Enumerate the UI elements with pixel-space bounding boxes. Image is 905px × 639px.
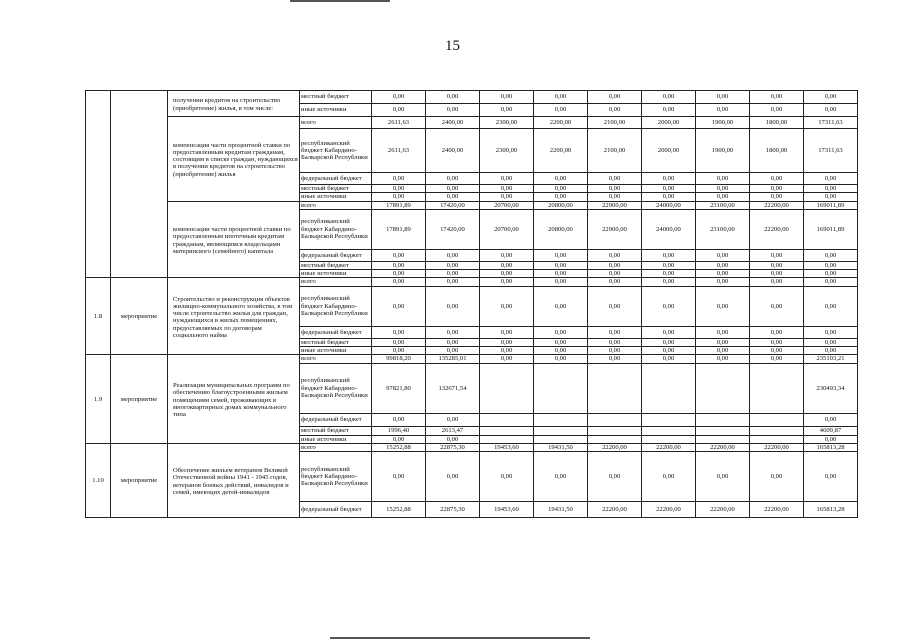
amount-cell: 0,00 [696, 278, 750, 286]
amount-cell: 23100,00 [696, 209, 750, 249]
amount-cell [642, 435, 696, 443]
table-row [86, 91, 858, 104]
amount-cell: 20800,00 [534, 201, 588, 209]
amount-cell: 0,00 [642, 278, 696, 286]
amount-cell: 0,00 [588, 355, 642, 363]
amount-cell: 0,00 [696, 104, 750, 117]
funding-source-cell: федеральный бюджет [300, 173, 372, 185]
amount-cell: 0,00 [588, 91, 642, 104]
amount-cell: 0,00 [534, 278, 588, 286]
funding-source-cell: республиканский бюджет Кабардино-Балкарской Республики [300, 286, 372, 326]
amount-cell: 0,00 [426, 249, 480, 261]
amount-cell: 0,00 [750, 347, 804, 355]
amount-cell: 0,00 [642, 270, 696, 278]
amount-cell: 0,00 [426, 452, 480, 502]
funding-source-cell: иные источники [300, 270, 372, 278]
funding-source-cell: местный бюджет [300, 185, 372, 193]
amount-cell [750, 426, 804, 435]
amount-cell: 0,00 [642, 338, 696, 346]
amount-cell: 0,00 [426, 278, 480, 286]
funding-source-cell: республиканский бюджет Кабардино-Балкарской Республики [300, 452, 372, 502]
amount-cell: 0,00 [696, 91, 750, 104]
amount-cell [642, 413, 696, 426]
amount-cell: 0,00 [534, 270, 588, 278]
amount-cell: 1800,00 [750, 117, 804, 129]
amount-cell: 2300,00 [480, 129, 534, 173]
amount-cell [696, 426, 750, 435]
budget-table [85, 90, 858, 518]
amount-cell: 22900,00 [588, 201, 642, 209]
amount-cell: 22200,00 [750, 443, 804, 451]
amount-cell: 22875,30 [426, 502, 480, 518]
amount-cell: 0,00 [642, 104, 696, 117]
table-row [86, 201, 858, 209]
amount-cell: 0,00 [480, 261, 534, 269]
funding-source-cell: местный бюджет [300, 91, 372, 104]
amount-cell: 0,00 [696, 249, 750, 261]
amount-cell: 0,00 [426, 326, 480, 338]
amount-cell: 0,00 [372, 347, 426, 355]
amount-cell: 22200,00 [642, 502, 696, 518]
description-cell: Реализация муниципальных программ по обеспечению благоустроенными жильем помещениям семей, проживающих в многоквартирных домах коммунального типа [168, 355, 300, 444]
amount-cell: 2400,00 [426, 117, 480, 129]
amount-cell [480, 363, 534, 413]
amount-cell: 0,00 [642, 249, 696, 261]
amount-cell: 0,00 [588, 193, 642, 201]
amount-cell: 0,00 [804, 326, 858, 338]
amount-cell: 0,00 [588, 452, 642, 502]
amount-cell: 0,00 [372, 326, 426, 338]
row-number-cell: 1.8 [86, 278, 111, 355]
amount-cell: 0,00 [426, 173, 480, 185]
amount-cell: 0,00 [696, 261, 750, 269]
amount-cell: 0,00 [804, 286, 858, 326]
amount-cell: 0,00 [480, 185, 534, 193]
amount-cell [534, 435, 588, 443]
funding-source-cell: федеральный бюджет [300, 249, 372, 261]
amount-cell: 0,00 [426, 347, 480, 355]
amount-cell: 1900,00 [696, 117, 750, 129]
amount-cell: 169011,89 [804, 209, 858, 249]
funding-source-cell: местный бюджет [300, 426, 372, 435]
amount-cell: 0,00 [588, 286, 642, 326]
amount-cell: 0,00 [696, 338, 750, 346]
amount-cell: 15252,88 [372, 443, 426, 451]
amount-cell: 99818,20 [372, 355, 426, 363]
funding-source-cell: иные источники [300, 347, 372, 355]
amount-cell: 4609,87 [804, 426, 858, 435]
amount-cell: 0,00 [480, 104, 534, 117]
amount-cell: 0,00 [372, 249, 426, 261]
amount-cell: 15252,88 [372, 502, 426, 518]
amount-cell: 0,00 [750, 326, 804, 338]
amount-cell: 22200,00 [588, 502, 642, 518]
amount-cell: 17311,63 [804, 117, 858, 129]
amount-cell: 0,00 [588, 261, 642, 269]
amount-cell [588, 363, 642, 413]
description-cell: компенсация части процентной ставки по предоставленным кредитам гражданам, состоящим в списке граждан, нуждающихся в получении кредитов на строительство (приобретение) жилья [168, 117, 300, 202]
amount-cell [642, 426, 696, 435]
amount-cell: 0,00 [480, 338, 534, 346]
amount-cell: 22200,00 [750, 209, 804, 249]
amount-cell: 0,00 [696, 173, 750, 185]
table-row [86, 117, 858, 129]
amount-cell: 22200,00 [750, 502, 804, 518]
amount-cell: 0,00 [642, 261, 696, 269]
amount-cell: 0,00 [372, 413, 426, 426]
amount-cell: 0,00 [372, 452, 426, 502]
amount-cell: 0,00 [372, 278, 426, 286]
amount-cell [750, 363, 804, 413]
row-type-cell: мероприятие [111, 355, 168, 444]
amount-cell: 0,00 [426, 193, 480, 201]
amount-cell: 0,00 [750, 278, 804, 286]
row-type-cell [111, 91, 168, 278]
amount-cell [588, 413, 642, 426]
amount-cell: 1900,00 [696, 129, 750, 173]
amount-cell: 0,00 [372, 261, 426, 269]
funding-source-cell: республиканский бюджет Кабардино-Балкарской Республики [300, 129, 372, 173]
row-number-cell: 1.9 [86, 355, 111, 444]
amount-cell: 132671,54 [426, 363, 480, 413]
amount-cell: 0,00 [642, 286, 696, 326]
amount-cell: 0,00 [480, 326, 534, 338]
amount-cell: 0,00 [804, 173, 858, 185]
funding-source-cell: местный бюджет [300, 261, 372, 269]
amount-cell [696, 413, 750, 426]
amount-cell: 19453,60 [480, 443, 534, 451]
amount-cell: 0,00 [588, 104, 642, 117]
amount-cell: 2000,00 [642, 129, 696, 173]
amount-cell: 2100,00 [588, 117, 642, 129]
amount-cell: 0,00 [750, 452, 804, 502]
amount-cell: 22875,30 [426, 443, 480, 451]
amount-cell: 0,00 [426, 91, 480, 104]
amount-cell: 0,00 [534, 261, 588, 269]
funding-source-cell: республиканский бюджет Кабардино-Балкарской Республики [300, 363, 372, 413]
amount-cell: 19453,60 [480, 502, 534, 518]
amount-cell: 22200,00 [750, 201, 804, 209]
amount-cell: 0,00 [804, 104, 858, 117]
scan-artifact-top [290, 0, 390, 2]
amount-cell: 0,00 [372, 193, 426, 201]
amount-cell: 0,00 [696, 286, 750, 326]
amount-cell: 0,00 [534, 193, 588, 201]
amount-cell: 0,00 [750, 249, 804, 261]
amount-cell: 20800,00 [534, 209, 588, 249]
funding-source-cell: республиканский бюджет Кабардино-Балкарской Республики [300, 209, 372, 249]
amount-cell: 0,00 [480, 270, 534, 278]
amount-cell: 0,00 [372, 185, 426, 193]
table-row [86, 355, 858, 363]
amount-cell: 22200,00 [696, 502, 750, 518]
amount-cell: 0,00 [534, 249, 588, 261]
amount-cell: 0,00 [372, 104, 426, 117]
amount-cell [480, 413, 534, 426]
amount-cell: 0,00 [750, 185, 804, 193]
amount-cell: 0,00 [480, 249, 534, 261]
description-cell: получении кредитов на строительство (приобретение) жилья, в том числе: [168, 91, 300, 117]
amount-cell: 0,00 [480, 355, 534, 363]
amount-cell: 0,00 [642, 193, 696, 201]
amount-cell: 0,00 [750, 355, 804, 363]
table-row [86, 278, 858, 286]
amount-cell: 0,00 [426, 286, 480, 326]
table-row [86, 443, 858, 451]
amount-cell: 2611,63 [372, 129, 426, 173]
amount-cell [534, 413, 588, 426]
amount-cell: 0,00 [750, 193, 804, 201]
amount-cell: 0,00 [534, 347, 588, 355]
amount-cell: 0,00 [480, 193, 534, 201]
amount-cell: 0,00 [372, 270, 426, 278]
amount-cell: 0,00 [534, 326, 588, 338]
amount-cell: 2611,63 [372, 117, 426, 129]
amount-cell: 0,00 [372, 91, 426, 104]
amount-cell: 0,00 [642, 355, 696, 363]
amount-cell: 19431,50 [534, 502, 588, 518]
funding-source-cell: федеральный бюджет [300, 502, 372, 518]
amount-cell: 17420,00 [426, 201, 480, 209]
amount-cell: 0,00 [696, 270, 750, 278]
amount-cell [750, 413, 804, 426]
amount-cell: 0,00 [588, 278, 642, 286]
amount-cell: 19431,50 [534, 443, 588, 451]
amount-cell: 23100,00 [696, 201, 750, 209]
amount-cell: 17311,63 [804, 129, 858, 173]
amount-cell: 0,00 [804, 452, 858, 502]
amount-cell: 0,00 [534, 91, 588, 104]
amount-cell: 17891,89 [372, 209, 426, 249]
amount-cell: 0,00 [804, 278, 858, 286]
amount-cell [750, 435, 804, 443]
amount-cell: 0,00 [426, 338, 480, 346]
amount-cell [696, 435, 750, 443]
amount-cell: 0,00 [696, 347, 750, 355]
amount-cell: 0,00 [480, 173, 534, 185]
amount-cell [696, 363, 750, 413]
description-cell: Строительство и реконструкция объектов жилищно-коммунального хозяйства, в том числе строительство жилья для граждан, нуждающихся в жилых помещениях, предоставляемых по договорам социального найма [168, 278, 300, 355]
amount-cell: 0,00 [426, 270, 480, 278]
amount-cell: 17891,89 [372, 201, 426, 209]
funding-source-cell: всего [300, 278, 372, 286]
amount-cell: 22200,00 [588, 443, 642, 451]
amount-cell: 2200,00 [534, 117, 588, 129]
amount-cell: 0,00 [642, 185, 696, 193]
amount-cell: 20700,00 [480, 201, 534, 209]
amount-cell [480, 435, 534, 443]
funding-source-cell: всего [300, 201, 372, 209]
amount-cell [588, 435, 642, 443]
amount-cell: 0,00 [750, 173, 804, 185]
amount-cell: 0,00 [750, 104, 804, 117]
amount-cell [534, 363, 588, 413]
amount-cell: 165813,28 [804, 502, 858, 518]
funding-source-cell: иные источники [300, 193, 372, 201]
page-number: 15 [445, 38, 460, 54]
amount-cell: 97821,80 [372, 363, 426, 413]
amount-cell: 0,00 [804, 435, 858, 443]
amount-cell: 0,00 [480, 452, 534, 502]
amount-cell: 0,00 [750, 338, 804, 346]
funding-source-cell: иные источники [300, 104, 372, 117]
amount-cell: 0,00 [804, 338, 858, 346]
amount-cell: 169011,89 [804, 201, 858, 209]
amount-cell: 0,00 [642, 91, 696, 104]
row-number-cell [86, 91, 111, 278]
amount-cell: 24000,00 [642, 201, 696, 209]
amount-cell: 0,00 [534, 286, 588, 326]
row-type-cell: мероприятие [111, 443, 168, 517]
amount-cell: 0,00 [426, 104, 480, 117]
amount-cell: 22900,00 [588, 209, 642, 249]
funding-source-cell: всего [300, 117, 372, 129]
amount-cell: 235103,21 [804, 355, 858, 363]
amount-cell: 0,00 [480, 347, 534, 355]
amount-cell: 1800,00 [750, 129, 804, 173]
amount-cell: 135285,01 [426, 355, 480, 363]
amount-cell: 0,00 [750, 270, 804, 278]
amount-cell [534, 426, 588, 435]
amount-cell: 22200,00 [642, 443, 696, 451]
amount-cell: 2613,47 [426, 426, 480, 435]
amount-cell: 0,00 [588, 338, 642, 346]
funding-source-cell: местный бюджет [300, 338, 372, 346]
amount-cell: 0,00 [426, 261, 480, 269]
amount-cell: 2200,00 [534, 129, 588, 173]
amount-cell: 0,00 [426, 413, 480, 426]
amount-cell: 0,00 [534, 173, 588, 185]
amount-cell: 165813,28 [804, 443, 858, 451]
amount-cell: 0,00 [588, 270, 642, 278]
amount-cell: 24000,00 [642, 209, 696, 249]
amount-cell: 0,00 [804, 261, 858, 269]
amount-cell: 0,00 [804, 91, 858, 104]
amount-cell: 0,00 [588, 173, 642, 185]
funding-source-cell: федеральный бюджет [300, 413, 372, 426]
amount-cell: 0,00 [804, 193, 858, 201]
amount-cell: 0,00 [534, 355, 588, 363]
description-cell: Обеспечение жильем ветеранов Великой Отечественной войны 1941 - 1945 годов, ветеранов боевых действий, инвалидов и семей, имеющих детей-инвалидов [168, 443, 300, 517]
amount-cell: 0,00 [534, 104, 588, 117]
amount-cell: 0,00 [426, 185, 480, 193]
amount-cell: 0,00 [804, 185, 858, 193]
amount-cell: 1996,40 [372, 426, 426, 435]
amount-cell: 0,00 [480, 278, 534, 286]
amount-cell: 0,00 [696, 185, 750, 193]
amount-cell: 0,00 [480, 286, 534, 326]
amount-cell: 0,00 [642, 347, 696, 355]
amount-cell: 0,00 [426, 435, 480, 443]
funding-source-cell: всего [300, 355, 372, 363]
description-cell: компенсации части процентной ставки по предоставленным ипотечным кредитам гражданам, являющимся владельцами материнского (семейного) капитала [168, 201, 300, 278]
amount-cell [588, 426, 642, 435]
amount-cell: 0,00 [750, 91, 804, 104]
amount-cell: 0,00 [642, 326, 696, 338]
amount-cell: 230493,34 [804, 363, 858, 413]
amount-cell: 0,00 [588, 249, 642, 261]
amount-cell: 2000,00 [642, 117, 696, 129]
amount-cell: 17420,00 [426, 209, 480, 249]
amount-cell: 0,00 [534, 338, 588, 346]
row-number-cell: 1.10 [86, 443, 111, 517]
funding-source-cell: федеральный бюджет [300, 326, 372, 338]
amount-cell: 0,00 [534, 185, 588, 193]
amount-cell: 0,00 [372, 338, 426, 346]
amount-cell: 0,00 [588, 326, 642, 338]
amount-cell: 0,00 [372, 173, 426, 185]
amount-cell: 0,00 [696, 452, 750, 502]
amount-cell: 0,00 [696, 355, 750, 363]
amount-cell: 0,00 [804, 347, 858, 355]
amount-cell: 0,00 [696, 326, 750, 338]
funding-source-cell: иные источники [300, 435, 372, 443]
row-type-cell: мероприятие [111, 278, 168, 355]
amount-cell: 0,00 [588, 347, 642, 355]
amount-cell: 2100,00 [588, 129, 642, 173]
amount-cell: 0,00 [804, 249, 858, 261]
amount-cell [642, 363, 696, 413]
amount-cell: 0,00 [642, 452, 696, 502]
amount-cell: 0,00 [750, 261, 804, 269]
amount-cell: 0,00 [372, 286, 426, 326]
amount-cell: 22200,00 [696, 443, 750, 451]
amount-cell: 0,00 [804, 270, 858, 278]
amount-cell: 0,00 [696, 193, 750, 201]
amount-cell: 0,00 [750, 286, 804, 326]
amount-cell: 2300,00 [480, 117, 534, 129]
amount-cell: 0,00 [588, 185, 642, 193]
amount-cell: 0,00 [642, 173, 696, 185]
funding-source-cell: всего [300, 443, 372, 451]
amount-cell: 0,00 [480, 91, 534, 104]
amount-cell [480, 426, 534, 435]
amount-cell: 20700,00 [480, 209, 534, 249]
amount-cell: 0,00 [372, 435, 426, 443]
amount-cell: 0,00 [804, 413, 858, 426]
amount-cell: 2400,00 [426, 129, 480, 173]
amount-cell: 0,00 [534, 452, 588, 502]
